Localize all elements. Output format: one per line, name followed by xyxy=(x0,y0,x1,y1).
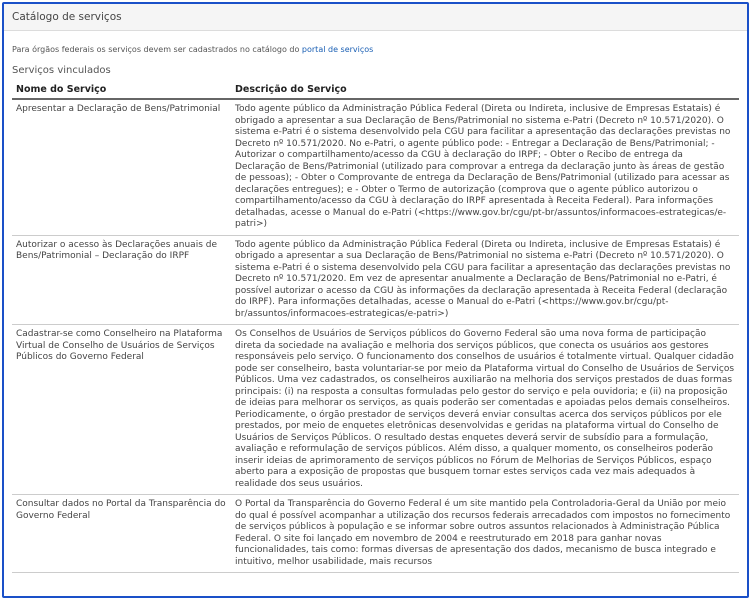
card-header xyxy=(4,4,747,31)
catalog-info xyxy=(12,45,739,54)
service-description: Todo agente público da Administração Pública Federal (Direta ou Indireta, inclusive de Empresas Estatais) é obrigado a apresentar a sua Declaração de Bens/Patrimonial no sistema e-Patri (Decreto nº 10.571/2020). O sistema e-Patri é o sistema desenvolvido pela CGU para facilitar a apresentação das declarações previstas no Decreto nº 10.571/2020. No e-Patri, o agente público pode: - Entregar a Declaração de Bens/Patrimonial; - Autorizar o compartilhamento/acesso da CGU à declaração do IRPF; - Obter o Recibo de entrega da Declaração de Bens/Patrimonial (utilizado para comprovar a entrega da declaração junto às áreas de gestão de pessoas); - Obter o Comprovante de entrega da Declaração de Bens/Patrimonial (utilizado para acessar as declarações entregues); e - Obter o Termo de autorização (comprova que o agente público autorizou o compartilhamento/acesso da CGU à declaração do IRPF apresentada à Receita Federal). Para informações detalhadas, acesse o Manual do e-Patri (<https://www.gov.br/cgu/pt-br/assuntos/informacoes-estrategicas/e-patri>) xyxy=(231,99,739,235)
services-portal-link[interactable]: portal de serviços xyxy=(301,45,374,54)
table-header-row xyxy=(12,81,739,99)
service-description: Os Conselhos de Usuários de Serviços públicos do Governo Federal são uma nova forma de participação direta da sociedade na avaliação e melhoria dos serviços públicos, que conecta os usuários aos gestores responsáveis pelo serviço. O funcionamento dos conselhos de usuários é totalmente virtual. Qualquer cidadão pode ser conselheiro, basta voluntariar-se por meio da Plataforma virtual do Conselho de Usuários de Serviços Públicos. Uma vez cadastrados, os conselheiros auxiliarão na melhoria dos serviços prestados de duas formas principais: (i) na resposta a consultas formuladas pelo gestor do serviço e pela ouvidoria; e (ii) na proposição de ideias para melhorar os serviços, as quais poderão ser comentadas e apoiadas pelos demais conselheiros. Periodicamente, o órgão prestador de serviços deverá enviar consultas acerca dos serviços públicos por ele prestados, por meio de enquetes eletrônicas desenvolvidas e geridas na plataforma virtual do Conselho de Usuários de Serviços Públicos. O resultado destas enquetes deverá servir de subsídio para a formulação, avaliação e reformulação de serviços públicos. Além disso, a qualquer momento, os conselheiros poderão inserir ideias de aprimoramento de serviços públicos no Fórum de Melhorias de Serviços Públicos, espaço aberto para a exposição de propostas que busquem tornar estes serviços cada vez mais adequados à realidade dos seus usuários. xyxy=(231,325,739,495)
service-description: O Portal da Transparência do Governo Federal é um site mantido pela Controladoria-Geral da União por meio do qual é possível acompanhar a utilização dos recursos federais arrecadados com impostos no fornecimento de serviços públicos à população e se informar sobre outros assuntos relacionados à Administração Pública Federal. O site foi lançado em novembro de 2004 e reestruturado em 2018 para ganhar novas funcionalidades, tais como: formas diversas de apresentação dos dados, mecanismo de busca integrado e intuitivo, melhor usabilidade, mais recursos xyxy=(231,495,739,573)
service-name: Autorizar o acesso às Declarações anuais de Bens/Patrimonial – Declaração do IRPF xyxy=(12,235,231,325)
service-name: Cadastrar-se como Conselheiro na Plataforma Virtual de Conselho de Usuários de Serviços Públicos do Governo Federal xyxy=(12,325,231,495)
column-header-description: Descrição do Serviço xyxy=(231,81,739,99)
services-table xyxy=(12,81,739,573)
table-row xyxy=(12,235,739,325)
catalog-info-text: Para órgãos federais os serviços devem ser cadastrados no catálogo do xyxy=(12,45,302,54)
column-header-name: Nome do Serviço xyxy=(12,81,231,99)
services-catalog-card xyxy=(2,2,749,598)
table-row xyxy=(12,99,739,235)
card-title: Catálogo de serviços xyxy=(12,11,122,23)
linked-services-title: Serviços vinculados xyxy=(12,65,111,76)
service-name: Apresentar a Declaração de Bens/Patrimonial xyxy=(12,99,231,235)
service-name: Consultar dados no Portal da Transparência do Governo Federal xyxy=(12,495,231,573)
table-row xyxy=(12,325,739,495)
service-description: Todo agente público da Administração Pública Federal (Direta ou Indireta, inclusive de Empresas Estatais) é obrigado a apresentar a sua Declaração de Bens/Patrimonial no sistema e-Patri (Decreto nº 10.571/2020). O sistema e-Patri é o sistema desenvolvido pela CGU para facilitar a apresentação das declarações previstas no Decreto nº 10.571/2020. Em vez de apresentar anualmente a Declaração de Bens/Patrimonial no e-Patri, é possível autorizar o acesso da CGU às informações da declaração apresentada à Receita Federal (declaração do IRPF). Para informações detalhadas, acesse o Manual do e-Patri (<https://www.gov.br/cgu/pt-br/assuntos/informacoes-estrategicas/e-patri>) xyxy=(231,235,739,325)
card-body xyxy=(4,45,747,573)
table-row xyxy=(12,495,739,573)
